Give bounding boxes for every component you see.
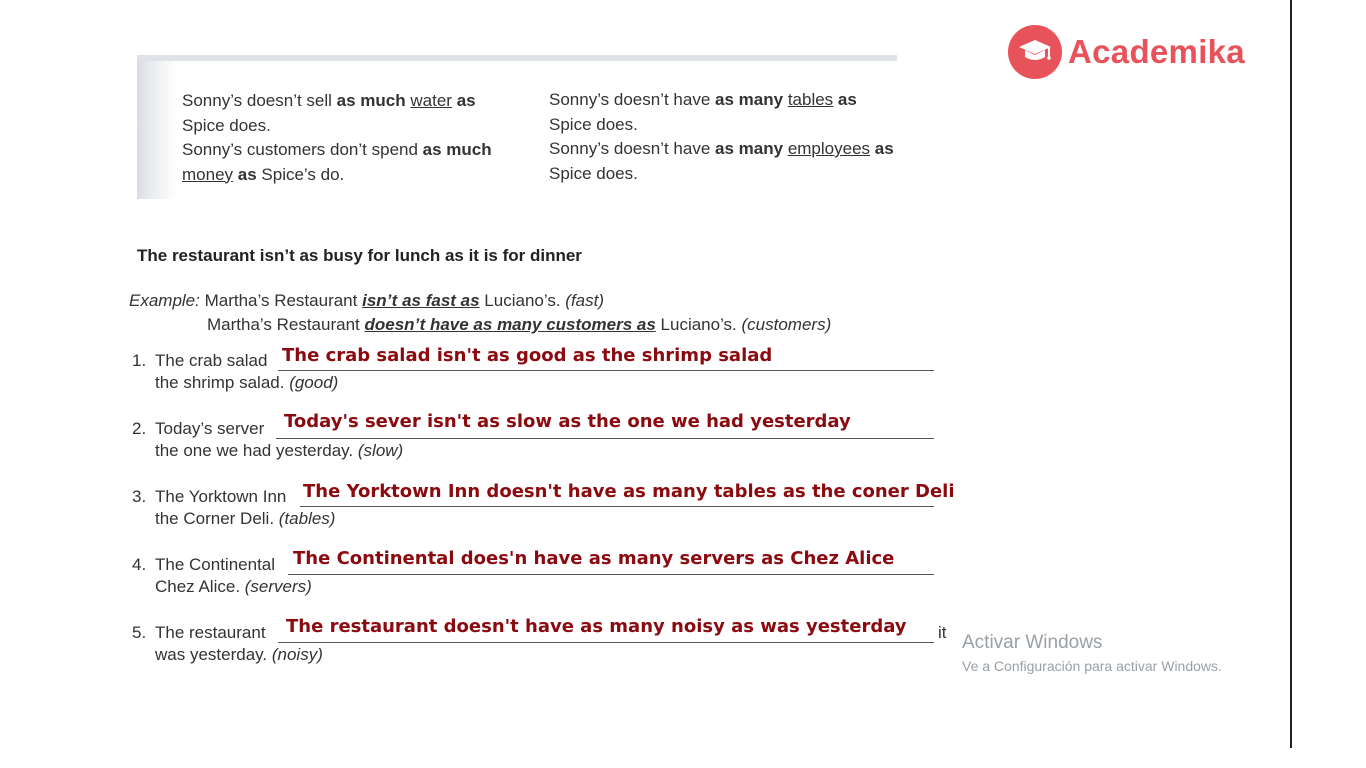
item-lead-text: The Continental (155, 555, 276, 574)
example-box-line: money as Spice’s do. (182, 164, 345, 184)
exercise-item-5 (132, 616, 947, 665)
handwritten-answer: The restaurant doesn't have as many noisy as was yesterday (286, 616, 907, 637)
item-line-2: the shrimp salad. (good) (155, 373, 339, 392)
example-box-left-column (182, 89, 522, 187)
item-number: 1. (132, 351, 147, 370)
example-line-2: Martha’s Restaurant doesn’t have as many customers as Luciano’s. (customers) (207, 315, 832, 334)
academika-logo (1008, 24, 1245, 80)
item-trailing-word: it (938, 623, 947, 642)
page-edge-line (1290, 0, 1292, 748)
graduation-cap-icon (1008, 25, 1062, 79)
worked-example (129, 289, 831, 337)
item-number: 2. (132, 419, 147, 438)
example-box-line: Sonny’s doesn’t have as many employees as (549, 139, 894, 158)
item-lead-text: Today’s server (155, 419, 265, 438)
item-line-2: the Corner Deli. (tables) (155, 509, 336, 528)
exercise-item-2 (132, 411, 851, 461)
exercise-heading: The restaurant isn’t as busy for lunch as it is for dinner (137, 246, 582, 265)
example-box-line: Spice does. (182, 115, 271, 135)
example-box-line: Sonny’s doesn’t have as many tables as (549, 90, 857, 109)
item-line-2: Chez Alice. (servers) (155, 577, 312, 596)
example-box-line: Spice does. (549, 163, 638, 183)
exercise-item-3 (132, 481, 955, 529)
item-lead-text: The crab salad (155, 351, 268, 370)
handwritten-answer: The crab salad isn't as good as the shrimp salad (282, 345, 773, 366)
item-number: 5. (132, 623, 147, 642)
example-box-line: Spice does. (549, 114, 638, 134)
windows-activation-watermark (962, 632, 1222, 674)
item-line-2: was yesterday. (noisy) (155, 645, 323, 664)
watermark-subtitle: Ve a Configuración para activar Windows. (962, 658, 1222, 674)
item-number: 4. (132, 555, 147, 574)
item-line-2: the one we had yesterday. (slow) (155, 441, 404, 460)
handwritten-answer: The Continental does'n have as many servers as Chez Alice (293, 548, 895, 569)
grammar-example-box (137, 55, 897, 199)
handwritten-answer: The Yorktown Inn doesn't have as many tables as the coner Deli (303, 481, 955, 502)
item-lead-text: The restaurant (155, 623, 266, 642)
example-box-right-column (549, 88, 919, 186)
watermark-title: Activar Windows (962, 632, 1103, 653)
example-line-1: Example: Martha’s Restaurant isn’t as fast as Luciano’s. (fast) (129, 291, 605, 310)
example-box-line: Sonny’s doesn’t sell as much water as (182, 91, 476, 110)
item-number: 3. (132, 487, 147, 506)
handwritten-answer: Today's sever isn't as slow as the one we had yesterday (284, 411, 851, 432)
logo-text: Academika (1068, 33, 1245, 70)
item-lead-text: The Yorktown Inn (155, 487, 287, 506)
exercise-item-1 (132, 345, 773, 393)
example-box-line: Sonny’s customers don’t spend as much (182, 140, 492, 159)
exercise-item-4 (132, 548, 895, 597)
